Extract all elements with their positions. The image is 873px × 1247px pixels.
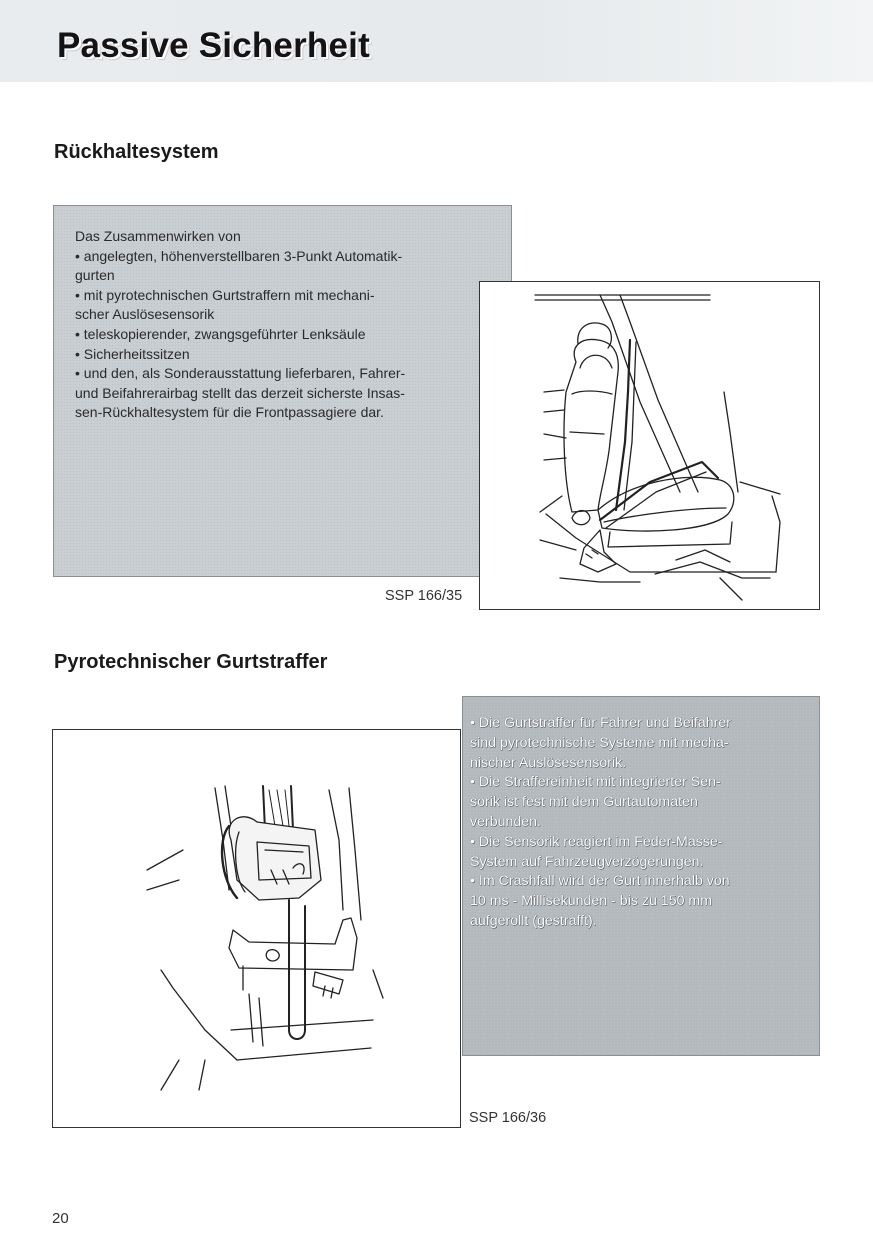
text-line: • Im Crashfall wird der Gurt innerhalb von <box>470 873 730 890</box>
text-panel-rueckhaltesystem <box>53 205 512 577</box>
text-line: sen-Rückhaltesystem für die Frontpassagiere dar. <box>75 404 384 421</box>
page-title: Passive Sicherheit <box>57 26 370 65</box>
text-line: 10 ms - Millisekunden - bis zu 150 mm <box>470 893 713 910</box>
text-panel-gurtstraffer <box>462 696 820 1056</box>
page-number: 20 <box>52 1210 69 1227</box>
text-line: • und den, als Sonderausstattung lieferbaren, Fahrer- <box>75 365 406 382</box>
text-line: und Beifahrerairbag stellt das derzeit sicherste Insas- <box>75 384 405 401</box>
text-line: • mit pyrotechnischen Gurtstraffern mit mechani- <box>75 286 375 303</box>
text-line: • Die Gurtstraffer für Fahrer und Beifahrer <box>470 715 731 731</box>
text-line: verbunden. <box>470 813 541 830</box>
text-line: scher Auslösesensorik <box>75 306 215 323</box>
text-line: gurten <box>75 267 115 284</box>
seat-belt-illustration <box>479 281 820 610</box>
section-heading-gurtstraffer: Pyrotechnischer Gurtstraffer <box>54 651 328 673</box>
text-line: aufgerollt (gestrafft). <box>470 912 597 929</box>
text-line: Das Zusammenwirken von <box>75 228 241 244</box>
text-line: sorik ist fest mit dem Gurtautomaten <box>470 794 698 811</box>
belt-tensioner-icon <box>53 730 460 1127</box>
text-line: • angelegten, höhenverstellbaren 3-Punkt Automatik- <box>75 247 403 264</box>
belt-tensioner-illustration <box>52 729 461 1128</box>
text-line: • Die Straffereinheit mit integrierter Sen- <box>470 774 721 791</box>
text-line: System auf Fahrzeugverzögerungen. <box>470 853 704 870</box>
figure-caption: SSP 166/35 <box>385 588 463 604</box>
body-text <box>470 714 810 932</box>
text-line: • Die Sensorik reagiert im Feder-Masse- <box>470 833 723 850</box>
text-line: • teleskopierender, zwangsgeführter Lenksäule <box>75 325 366 342</box>
body-text <box>75 227 495 423</box>
seat-belt-icon <box>480 282 819 609</box>
section-heading-rueckhaltesystem: Rückhaltesystem <box>54 141 219 163</box>
text-line: • Sicherheitssitzen <box>75 345 190 362</box>
figure-caption: SSP 166/36 <box>469 1110 547 1126</box>
text-line: nischer Auslösesensorik. <box>470 754 627 771</box>
text-line: sind pyrotechnische Systeme mit mecha- <box>470 734 729 751</box>
